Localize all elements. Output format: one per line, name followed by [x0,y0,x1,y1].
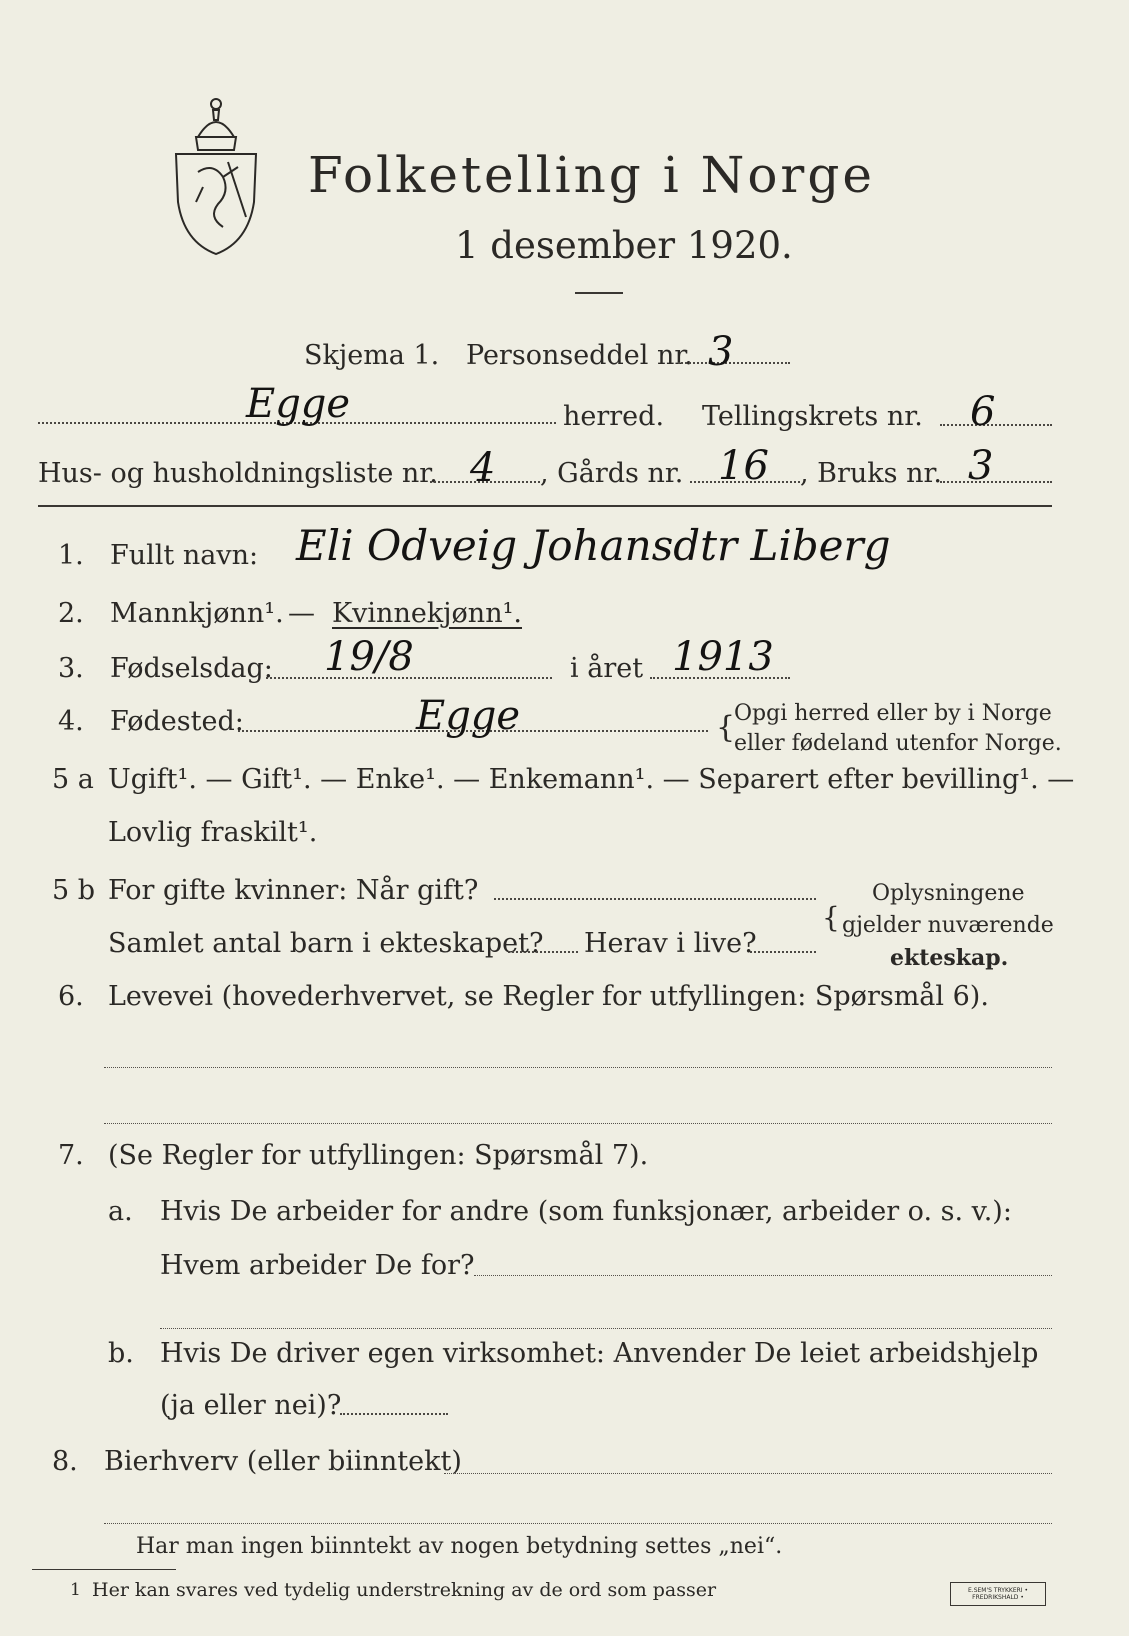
q5b-note-line2: gjelder nuværende [842,913,1054,938]
q4-label: Fødested: [110,706,244,737]
q8-number: 8. [52,1446,78,1477]
q6-line-2 [104,1123,1052,1124]
personseddel-value: 3 [708,329,734,375]
q5b-children-line [508,951,578,953]
q5b-number: 5 b [52,875,96,906]
q3-value: 19/8 [324,634,414,680]
norwegian-coat-of-arms-icon [168,92,264,258]
q4-bracket: { [716,710,736,745]
q1-number: 1. [58,540,84,571]
gards-value: 16 [718,443,769,489]
bruks-label: , Bruks nr. [800,458,943,489]
q1-label: Fullt navn: [110,540,259,571]
q6-number: 6. [58,981,84,1012]
q3-number: 3. [58,653,84,684]
personseddel-label: Personseddel nr. [466,340,693,371]
q7-label: (Se Regler for utfyllingen: Spørsmål 7). [108,1140,649,1171]
q5a-options-cont: Lovlig fraskilt¹. [108,817,318,848]
q8-line [444,1473,1052,1474]
tellingskrets-line [940,424,1052,426]
q5b-when-line [494,898,816,900]
q5b-alive: Herav i live? [584,928,757,959]
q2-female-underlined: Kvinnekjønn¹. [332,598,522,629]
q3-year-value: 1913 [672,634,774,680]
q5b-note-line3: ekteskap. [890,945,1009,971]
bruks-value: 3 [968,443,994,489]
q1-value: Eli Odveig Johansdtr Liberg [296,521,891,570]
q5b-alive-line [750,951,816,953]
printer-stamp [950,1582,1046,1606]
q4-note-line2: eller fødeland utenfor Norge. [734,731,1062,756]
q4-note-line1: Opgi herred eller by i Norge [734,701,1052,726]
footnote-number: 1 [70,1580,81,1600]
header-rule [38,505,1052,507]
gards-label: , Gårds nr. [540,458,684,489]
q7b-text: Hvis De driver egen virksomhet: Anvender De leiet arbeidshjelp [160,1338,1039,1369]
q7a-letter: a. [108,1196,133,1227]
q4-value: Egge [416,693,521,739]
q7a-text: Hvis De arbeider for andre (som funksjonær, arbeider o. s. v.): [160,1196,1012,1227]
printer-stamp-text: E.SEM'S TRYKKERI • FREDRIKSHALD • [968,1587,1028,1601]
q5b-when-married: For gifte kvinner: Når gift? [108,875,479,906]
q8-line-2 [104,1523,1052,1524]
tellingskrets-label: Tellingskrets nr. [702,401,923,432]
q4-number: 4. [58,706,84,737]
personseddel-line [678,362,790,364]
q7b-letter: b. [108,1338,134,1369]
q7b-yes-no-line [340,1413,448,1415]
q7a-employer-line [474,1275,1052,1276]
q2-dash: — [288,598,315,629]
form-title: Folketelling i Norge [308,146,875,204]
q6-line-1 [104,1067,1052,1068]
footnote-text: Her kan svares ved tydelig understrekning av de ord som passer [92,1579,717,1601]
footnote-rule [32,1569,176,1570]
herred-label: herred. [563,401,665,432]
q8-label: Bierhverv (eller biinntekt) [104,1446,462,1477]
footer-note: Har man ingen biinntekt av nogen betydning settes „nei“. [136,1534,783,1559]
q5a-number: 5 a [52,764,94,795]
q5b-children: Samlet antal barn i ekteskapet? [108,928,544,959]
q5b-note-line1: Oplysningene [872,881,1025,906]
title-divider [575,292,623,294]
q7a-employer-label: Hvem arbeider De for? [160,1250,475,1281]
tellingskrets-value: 6 [970,389,996,435]
bruks-line [940,481,1052,483]
q5b-bracket: { [822,901,840,934]
skjema-label: Skjema 1. [304,340,440,371]
q6-label: Levevei (hovederhvervet, se Regler for utfyllingen: Spørsmål 6). [108,981,989,1012]
q3-year-label: i året [570,653,644,684]
q7a-line-2 [160,1328,1052,1329]
q2-number: 2. [58,598,84,629]
hus-value: 4 [470,445,496,491]
q7-number: 7. [58,1140,84,1171]
q3-label: Fødselsdag: [110,653,273,684]
hus-label: Hus- og husholdningsliste nr. [38,458,438,489]
q2-male: Mannkjønn¹. [110,598,284,629]
herred-value: Egge [246,381,351,427]
q7b-yes-no-label: (ja eller nei)? [160,1390,342,1421]
form-date: 1 desember 1920. [455,224,793,267]
q5a-options: Ugift¹. — Gift¹. — Enke¹. — Enkemann¹. — Separert efter bevilling¹. — [108,764,1075,795]
